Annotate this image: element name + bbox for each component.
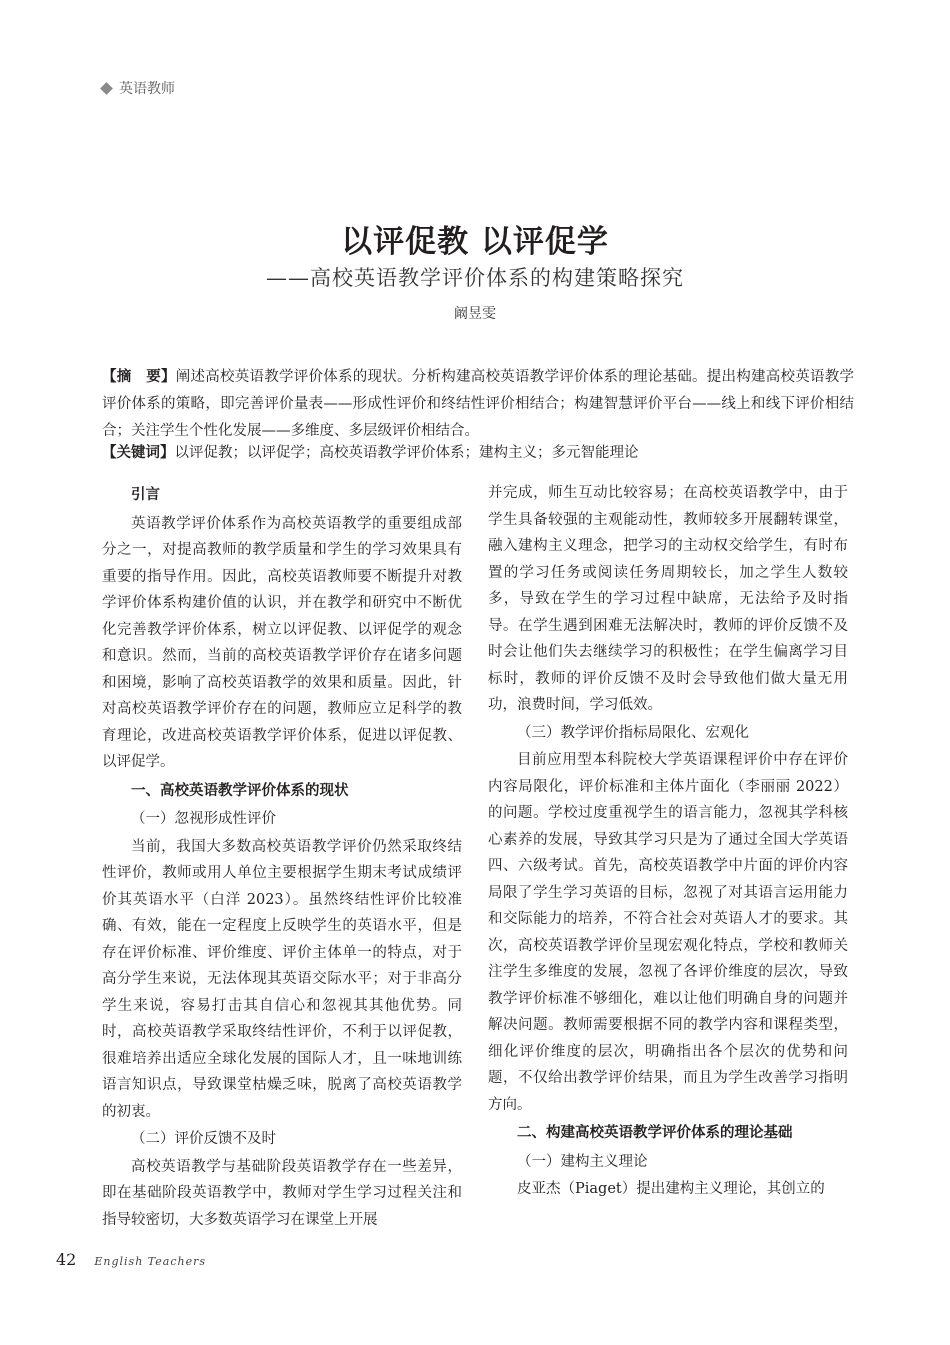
keywords-label: 【关键词】 <box>102 445 175 461</box>
section-1-heading: 一、高校英语教学评价体系的现状 <box>131 782 349 799</box>
subsection-3-heading: （三）教学评价指标局限化、宏观化 <box>517 724 749 741</box>
running-header <box>102 78 175 98</box>
subsection-2-heading: （二）评价反馈不及时 <box>131 1131 276 1147</box>
subsection-1-heading: （一）忽视形成性评价 <box>131 811 276 827</box>
intro-paragraph: 英语教学评价体系作为高校英语教学的重要组成部分之一，对提高教师的教学质量和学生的学习效果具有重要的指导作用。因此，高校英语教师要不断提升对教学评价体系构建价值的认识，并在教学和研究中不断优化完善教学评价体系，树立以评促教、以评促学的观念和意识。然而，当前的高校英语教学评价存在诸多问题和困境，影响了高校英语教学的效果和质量。因此，针对高校英语教学评价存在的问题，教师应立足科学的教育理论，改进高校英语教学评价体系，促进以评促教、以评促学。 <box>102 515 462 770</box>
right-column <box>488 480 848 1203</box>
subsection-4-paragraph: 皮亚杰（Piaget）提出建构主义理论，其创立的 <box>517 1181 825 1197</box>
diamond-icon <box>100 82 113 95</box>
author-name: 阚昱雯 <box>454 306 496 322</box>
continued-paragraph: 并完成，师生互动比较容易；在高校英语教学中，由于学生具备较强的主观能动性，教师较多开展翻转课堂，融入建构主义理念，把学习的主动权交给学生，有时布置的学习任务或阅读任务周期较长，加之学生人数较多，导致在学生的学习过程中缺席，无法给予及时指导。在学生遇到困难无法解决时，教师的评价反馈不及时会让他们失去继续学习的积极性；在学生偏离学习目标时，教师的评价反馈不及时会导致他们做大量无用功，浪费时间，学习低效。 <box>488 485 848 713</box>
article-subtitle: ——高校英语教学评价体系的构建策略探究 <box>266 266 684 290</box>
abstract-text: 阐述高校英语教学评价体系的现状。分析构建高校英语教学评价体系的理论基础。提出构建高校英语教学评价体系的策略，即完善评价量表——形成性评价和终结性评价相结合；构建智慧评价平台——线上和线下评价相结合；关注学生个性化发展——多维度、多层级评价相结合。 <box>102 369 854 439</box>
subsection-2-paragraph: 高校英语教学与基础阶段英语教学存在一些差异，即在基础阶段英语教学中，教师对学生学习过程关注和指导较密切，大多数英语学习在课堂上开展 <box>102 1158 462 1228</box>
abstract <box>102 364 854 445</box>
page-number: 42 <box>56 1250 77 1269</box>
journal-section: 英语教师 <box>119 81 175 97</box>
subsection-1-paragraph: 当前，我国大多数高校英语教学评价仍然采取终结性评价，教师或用人单位主要根据学生期末考试成绩评价其英语水平（白洋 2023）。虽然终结性评价比较准确、有效，能在一定程度上反映学生的英语水平，但是存在评价标准、评价维度、评价主体单一的特点，对于高分学生来说，无法体现其英语交际水平；对于非高分学生来说，容易打击其自信心和忽视其其他优势。同时，高校英语教学采取终结性评价，不利于以评促教，很难培养出适应全球化发展的国际人才，且一味地训练语言知识点，导致课堂枯燥乏味，脱离了高校英语教学的初衷。 <box>102 838 462 1120</box>
subsection-3-paragraph: 目前应用型本科院校大学英语课程评价中存在评价内容局限化，评价标准和主体片面化（李丽丽 2022）的问题。学校过度重视学生的语言能力，忽视其学科核心素养的发展，导致其学习只是为了通过全国大学英语四、六级考试。首先，高校英语教学中片面的评价内容局限了学生学习英语的目标，忽视了对其语言运用能力和交际能力的培养，不符合社会对英语人才的要求。其次，高校英语教学评价呈现宏观化特点，学校和教师关注学生多维度的发展，忽视了各评价维度的层次，导致教学评价标准不够细化，难以让他们明确自身的问题并解决问题。教师需要根据不同的教学内容和课程类型，细化评价维度的层次，明确指出各个层次的优势和问题，不仅给出教学评价结果，而且为学生改善学习指明方向。 <box>488 752 848 1113</box>
keywords <box>102 442 854 464</box>
subsection-4-heading: （一）建构主义理论 <box>517 1153 648 1170</box>
keywords-text: 以评促教；以评促学；高校英语教学评价体系；建构主义；多元智能理论 <box>174 445 639 461</box>
journal-name: English Teachers <box>94 1255 206 1268</box>
abstract-label: 【摘 要】 <box>102 369 176 385</box>
page-footer <box>56 1250 206 1269</box>
section-2-heading: 二、构建高校英语教学评价体系的理论基础 <box>517 1125 793 1141</box>
intro-heading: 引言 <box>131 487 160 503</box>
article-title: 以评促教 以评促学 <box>341 224 609 260</box>
left-column <box>102 480 462 1233</box>
